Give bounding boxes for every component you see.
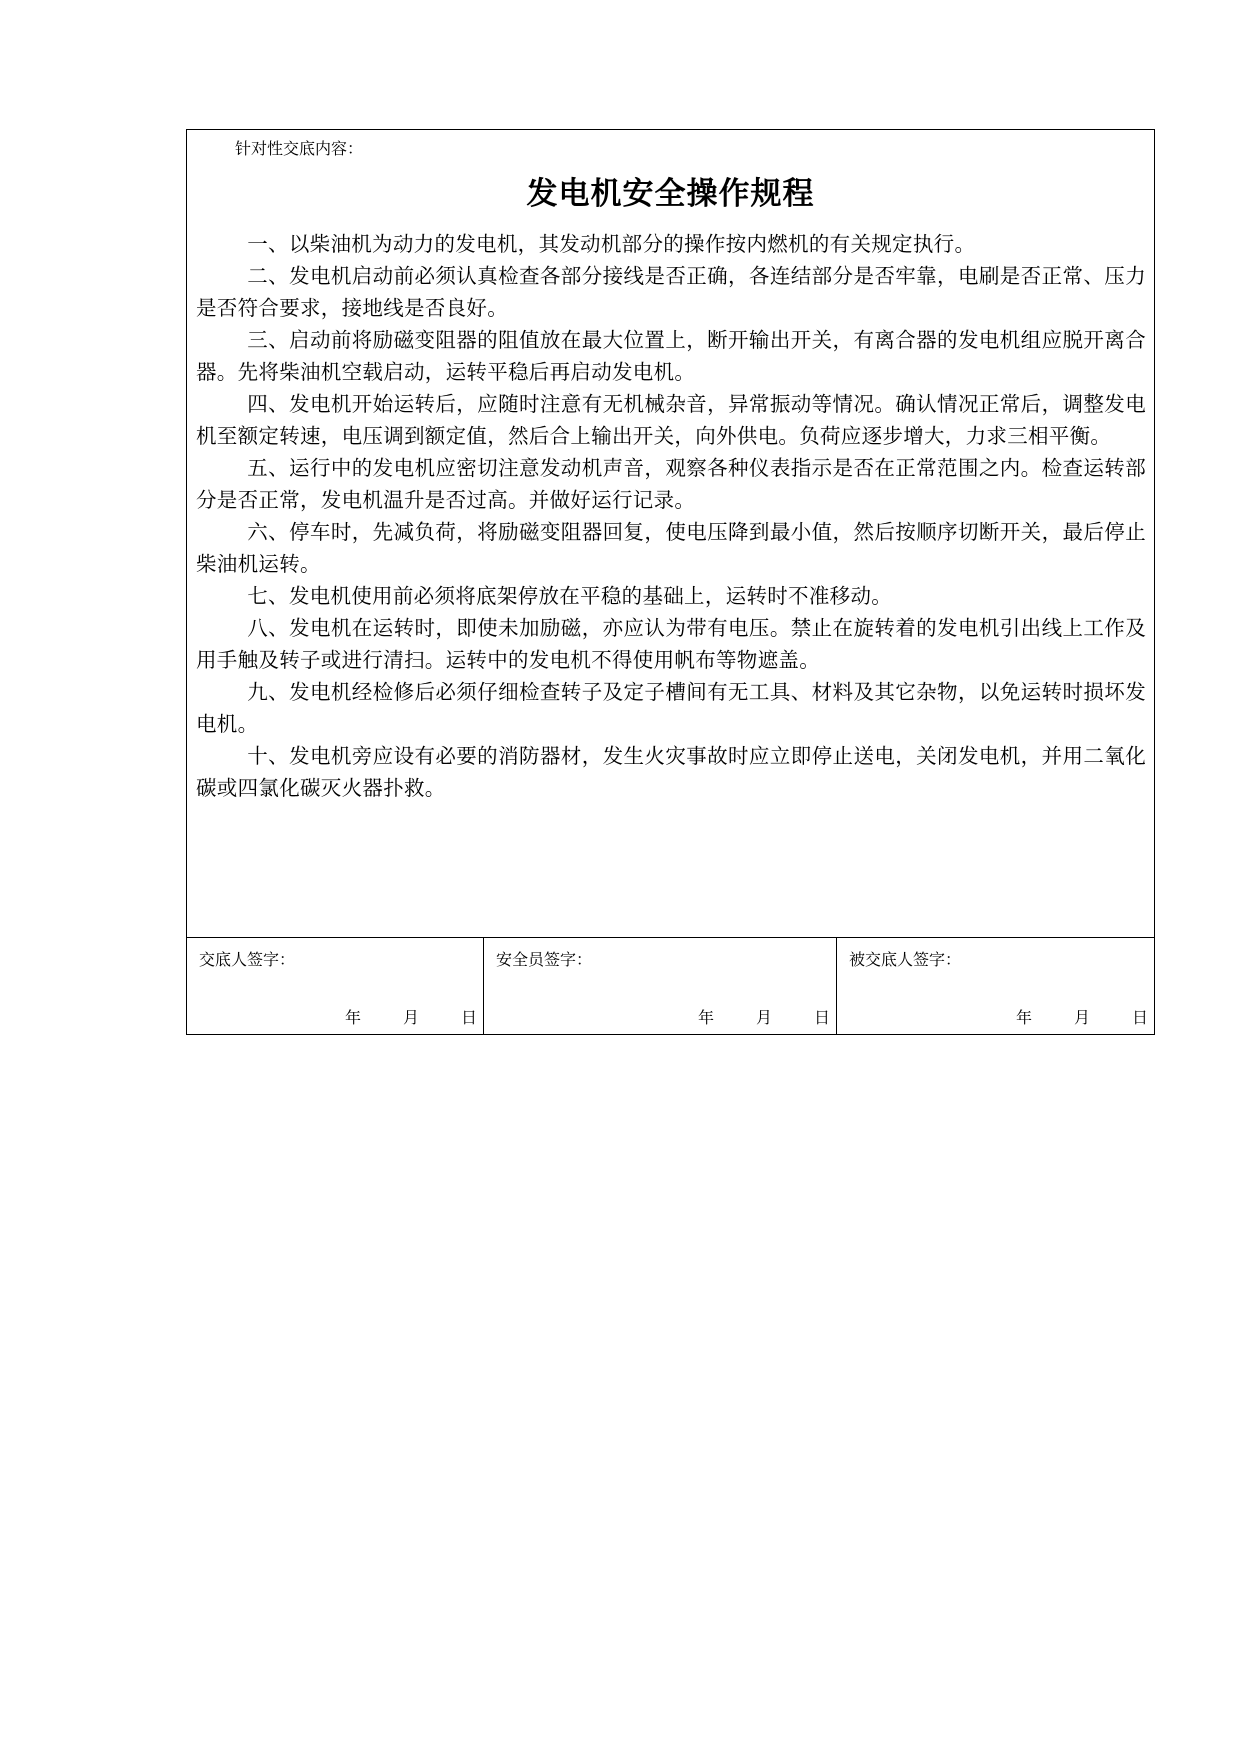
date-day-label: 日: [813, 1008, 830, 1027]
clause-item: 二、发电机启动前必须认真检查各部分接线是否正确，各连结部分是否牢靠，电刷是否正常、压力是否符合要求，接地线是否良好。: [196, 264, 1146, 320]
clause-item: 一、以柴油机为动力的发电机，其发动机部分的操作按内燃机的有关规定执行。: [247, 232, 976, 256]
disclosure-form: [186, 129, 1155, 1035]
date-day-label: 日: [1131, 1008, 1148, 1027]
date-day-label: 日: [460, 1008, 477, 1027]
clause-item: 四、发电机开始运转后，应随时注意有无机械杂音，异常振动等情况。确认情况正常后，调整发电机至额定转速，电压调到额定值，然后合上输出开关，向外供电。负荷应逐步增大，力求三相平衡。: [196, 392, 1146, 448]
document-title: 发电机安全操作规程: [526, 176, 815, 212]
date-month-label: 月: [402, 1008, 419, 1027]
date-month-label: 月: [1073, 1008, 1090, 1027]
date-year-label: 年: [1015, 1008, 1032, 1027]
date-year-label: 年: [697, 1008, 714, 1027]
discloser-signature-cell[interactable]: [187, 938, 484, 1034]
recipient-signature-label: 被交底人签字：: [849, 950, 962, 969]
date-month-label: 月: [755, 1008, 772, 1027]
signature-row: [187, 938, 1154, 1034]
safety-officer-signature-date: [698, 1008, 830, 1028]
discloser-signature-label: 交底人签字：: [199, 950, 296, 969]
clause-item: 十、发电机旁应设有必要的消防器材，发生火灾事故时应立即停止送电，关闭发电机，并用二氧化碳或四氯化碳灭火器扑救。: [196, 744, 1146, 800]
disclosure-content-cell: [187, 130, 1154, 938]
clause-item: 八、发电机在运转时，即使未加励磁，亦应认为带有电压。禁止在旋转着的发电机引出线上工作及用手触及转子或进行清扫。运转中的发电机不得使用帆布等物遮盖。: [196, 616, 1146, 672]
clause-item: 九、发电机经检修后必须仔细检查转子及定子槽间有无工具、材料及其它杂物，以免运转时损坏发电机。: [196, 680, 1146, 736]
safety-officer-signature-label: 安全员签字：: [496, 950, 593, 969]
clause-item: 七、发电机使用前必须将底架停放在平稳的基础上，运转时不准移动。: [247, 584, 893, 608]
section-label: 针对性交底内容：: [235, 139, 364, 158]
clause-item: 六、停车时，先减负荷，将励磁变阻器回复，使电压降到最小值，然后按顺序切断开关，最后停止柴油机运转。: [196, 520, 1146, 576]
recipient-signature-date: [1016, 1008, 1148, 1028]
clause-item: 五、运行中的发电机应密切注意发动机声音，观察各种仪表指示是否在正常范围之内。检查运转部分是否正常，发电机温升是否过高。并做好运行记录。: [196, 456, 1146, 512]
clause-list: [196, 228, 1146, 804]
recipient-signature-cell[interactable]: [837, 938, 1154, 1034]
date-year-label: 年: [344, 1008, 361, 1027]
safety-officer-signature-cell[interactable]: [484, 938, 837, 1034]
discloser-signature-date: [345, 1008, 477, 1028]
clause-item: 三、启动前将励磁变阻器的阻值放在最大位置上，断开输出开关，有离合器的发电机组应脱开离合器。先将柴油机空载启动，运转平稳后再启动发电机。: [196, 328, 1146, 384]
